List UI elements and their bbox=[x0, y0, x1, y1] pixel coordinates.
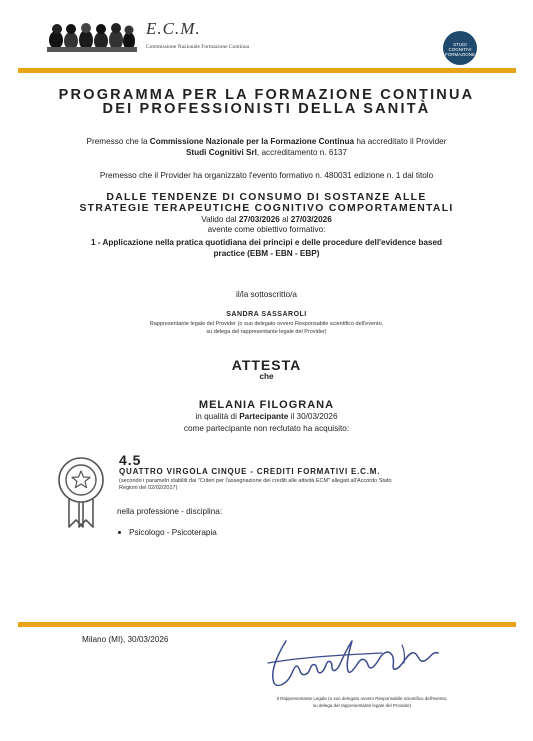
participant-name: MELANIA FILOGRANA bbox=[198, 399, 335, 411]
che-label: che bbox=[259, 372, 274, 381]
event-title-line-2: STRATEGIE TERAPEUTICHE COGNITIVO COMPORTAMENTALI bbox=[79, 203, 454, 214]
date-to: 27/03/2026 bbox=[290, 215, 332, 224]
ecm-logo-subtitle: Commissione Nazionale Formazione Continua bbox=[146, 44, 250, 50]
bullet-icon bbox=[118, 531, 121, 534]
signatory-role-line-2: su delega del rappresentante legale del Provider) bbox=[206, 329, 327, 335]
handwritten-signature bbox=[262, 633, 450, 691]
participant-quality: in qualità di Partecipante il 30/03/2026 bbox=[195, 412, 338, 421]
objective-label: avente come obiettivo formativo: bbox=[207, 225, 326, 234]
event-validity: Valido dal 27/03/2026 al 27/03/2026 bbox=[201, 215, 332, 224]
signatory-role-line-1: Rappresentante legale del Provider (o suo delegato ovvero Responsabile scientifico dell'evento, bbox=[149, 321, 384, 327]
badge-line-1: STUDI bbox=[453, 42, 467, 47]
signatory-name: SANDRA SASSAROLI bbox=[226, 311, 307, 318]
provider-line: Studi Cognitivi Srl, accreditamento n. 6137 bbox=[185, 148, 348, 157]
event-title-line-1: DALLE TENDENZE DI CONSUMO DI SOSTANZE ALLE bbox=[106, 192, 427, 203]
participant-status: come partecipante non reclutato ha acquisito: bbox=[183, 424, 350, 433]
signature-caption: Il Rappresentante Legale (o suo delegato ovvero Responsabile scientifico dell'evento, su delega del rappresentante legale del Provider) bbox=[276, 696, 448, 708]
credits-number: 4.5 bbox=[119, 452, 142, 468]
commission-name: Commissione Nazionale per la Formazione Continua bbox=[149, 137, 355, 146]
profession-label: nella professione - disciplina: bbox=[117, 507, 223, 516]
top-accent-bar bbox=[18, 68, 516, 73]
profession-item: Psicologo - Psicoterapia bbox=[129, 528, 217, 537]
place-date: Milano (MI), 30/03/2026 bbox=[82, 635, 169, 644]
credits-in-words: QUATTRO VIRGOLA CINQUE - CREDITI FORMATIVI E.C.M. bbox=[119, 467, 381, 476]
ecm-people-logo bbox=[47, 20, 137, 52]
participant-role: Partecipante bbox=[239, 412, 289, 421]
premise-event: Premesso che il Provider ha organizzato l'evento formativo n. 480031 edizione n. 1 dal titolo bbox=[99, 171, 434, 180]
provider-name: Studi Cognitivi Srl bbox=[185, 148, 257, 157]
ecm-logo-title: E.C.M. bbox=[146, 19, 201, 38]
credits-note: (secondo i parametri stabiliti dai "Criteri per l'assegnazione dei crediti alle attività ECM" allegati all'Accordo Stato Regioni del 02/02/2017) bbox=[119, 478, 392, 491]
studi-cognitivi-badge bbox=[443, 31, 477, 65]
premise-accreditation: Premesso che la Commissione Nazionale per la Formazione Continua ha accreditato il Provider bbox=[86, 137, 447, 146]
attesta-heading: ATTESTA bbox=[231, 357, 302, 373]
award-ribbon-icon bbox=[52, 453, 110, 529]
document-title-line-1: PROGRAMMA PER LA FORMAZIONE CONTINUA bbox=[58, 87, 475, 103]
objective-line-1: 1 - Applicazione nella pratica quotidiana dei principi e delle procedure dell'evidence based bbox=[90, 238, 443, 247]
objective-line-2: practice (EBM - EBN - EBP) bbox=[213, 249, 320, 258]
date-from: 27/03/2026 bbox=[238, 215, 280, 224]
bottom-accent-bar bbox=[18, 622, 516, 627]
badge-line-3: FORMAZIONE bbox=[445, 52, 475, 57]
document-title-line-2: DEI PROFESSIONISTI DELLA SANITÀ bbox=[102, 101, 431, 117]
badge-line-2: COGNITIVI bbox=[448, 47, 472, 52]
signatory-label: il/la sottoscritto/a bbox=[236, 290, 297, 299]
